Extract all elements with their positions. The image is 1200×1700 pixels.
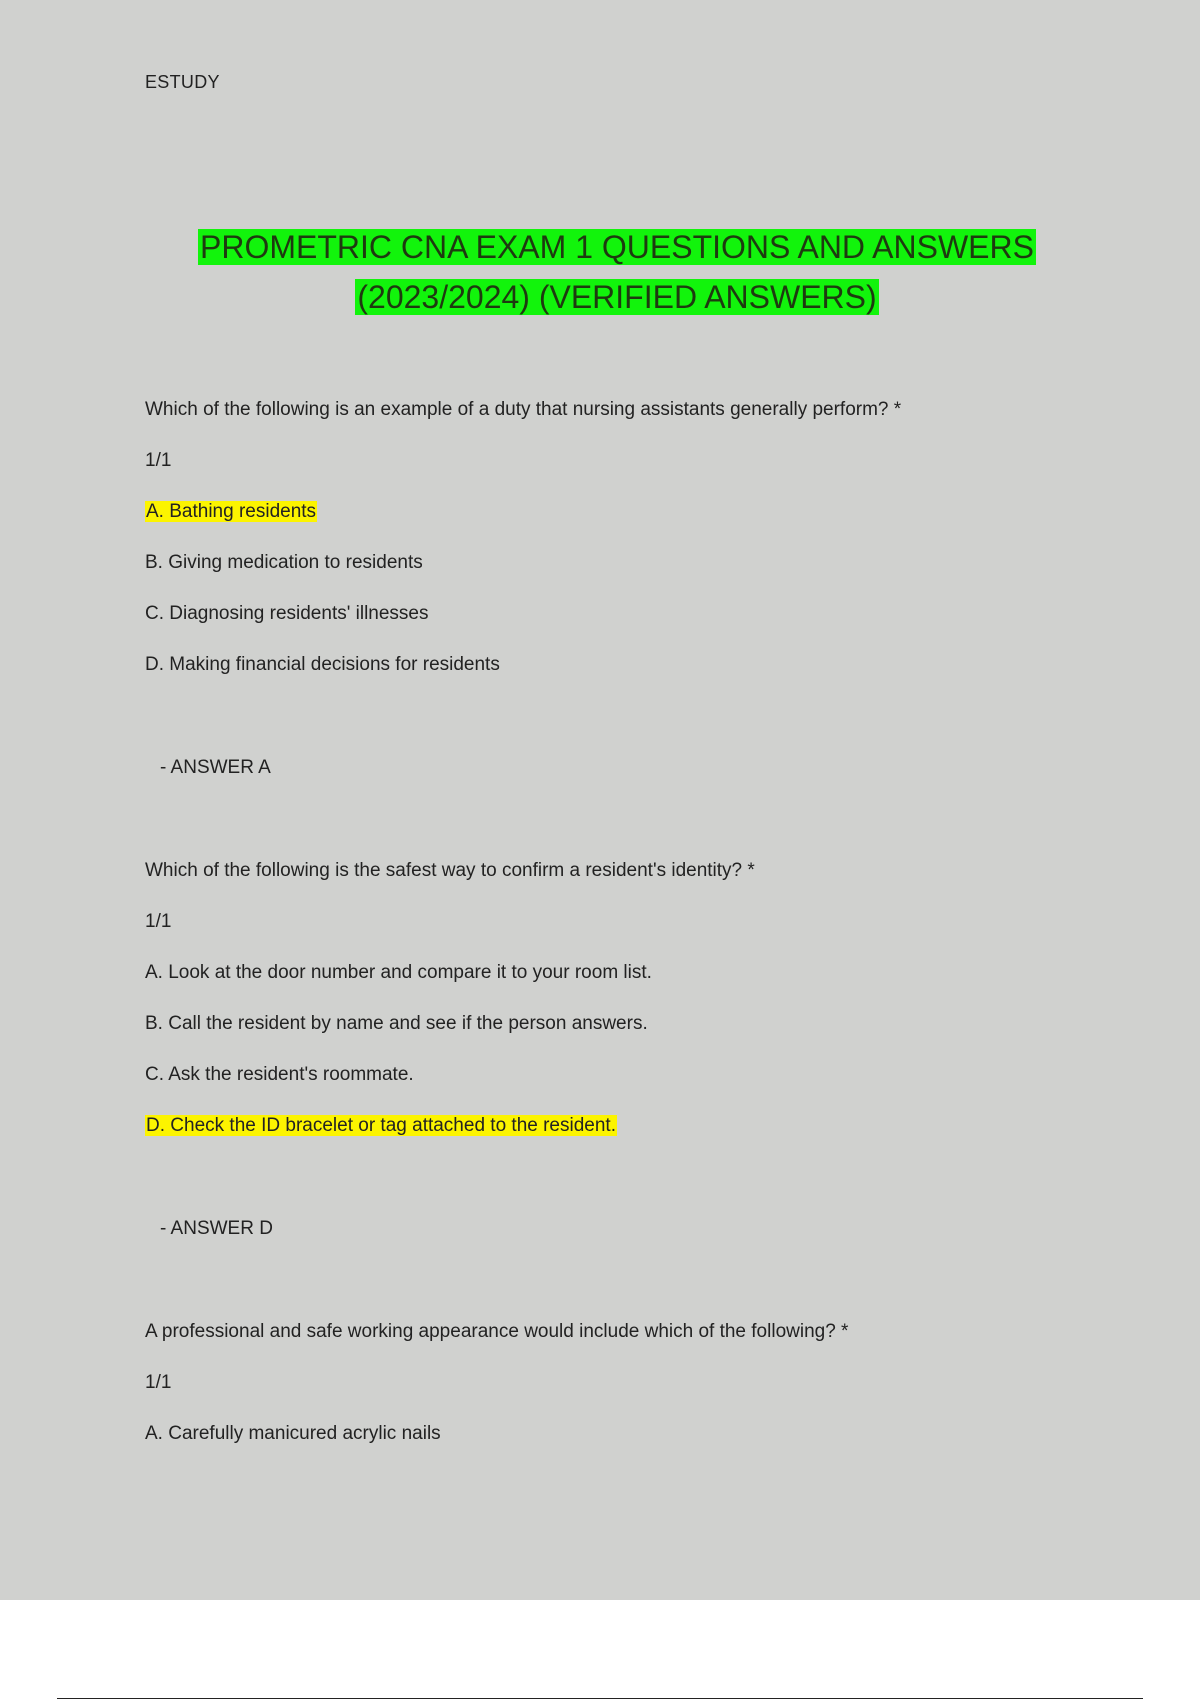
option-item xyxy=(145,1113,1145,1139)
option-item: C. Diagnosing residents' illnesses xyxy=(145,603,429,624)
answer-label: - ANSWER A xyxy=(160,757,271,778)
option-item: B. Giving medication to residents xyxy=(145,552,423,573)
option-item: A. Carefully manicured acrylic nails xyxy=(145,1423,441,1444)
question-score: 1/1 xyxy=(145,1372,172,1393)
highlighted-correct-option: A. Bathing residents xyxy=(146,501,317,522)
highlighted-correct-option: D. Check the ID bracelet or tag attached to the resident. xyxy=(146,1115,616,1136)
question-text: Which of the following is an example of a duty that nursing assistants generally perform? * xyxy=(145,399,902,420)
option-item: C. Ask the resident's roommate. xyxy=(145,1064,414,1085)
title-line-2: (2023/2024) (VERIFIED ANSWERS) xyxy=(357,279,877,315)
option-item xyxy=(145,499,1145,525)
option-item: D. Making financial decisions for residents xyxy=(145,654,500,675)
answer-label: - ANSWER D xyxy=(160,1218,273,1239)
footer-divider xyxy=(57,1698,1143,1699)
document-title xyxy=(0,222,1200,322)
title-line-1: PROMETRIC CNA EXAM 1 QUESTIONS AND ANSWERS xyxy=(200,229,1034,265)
option-item: A. Look at the door number and compare it to your room list. xyxy=(145,962,652,983)
header-label: ESTUDY xyxy=(145,72,220,92)
question-text: A professional and safe working appearance would include which of the following? * xyxy=(145,1321,849,1342)
option-item: B. Call the resident by name and see if the person answers. xyxy=(145,1013,648,1034)
question-score: 1/1 xyxy=(145,911,172,932)
questions-content xyxy=(145,397,1145,1472)
question-text: Which of the following is the safest way to confirm a resident's identity? * xyxy=(145,860,755,881)
question-score: 1/1 xyxy=(145,450,172,471)
